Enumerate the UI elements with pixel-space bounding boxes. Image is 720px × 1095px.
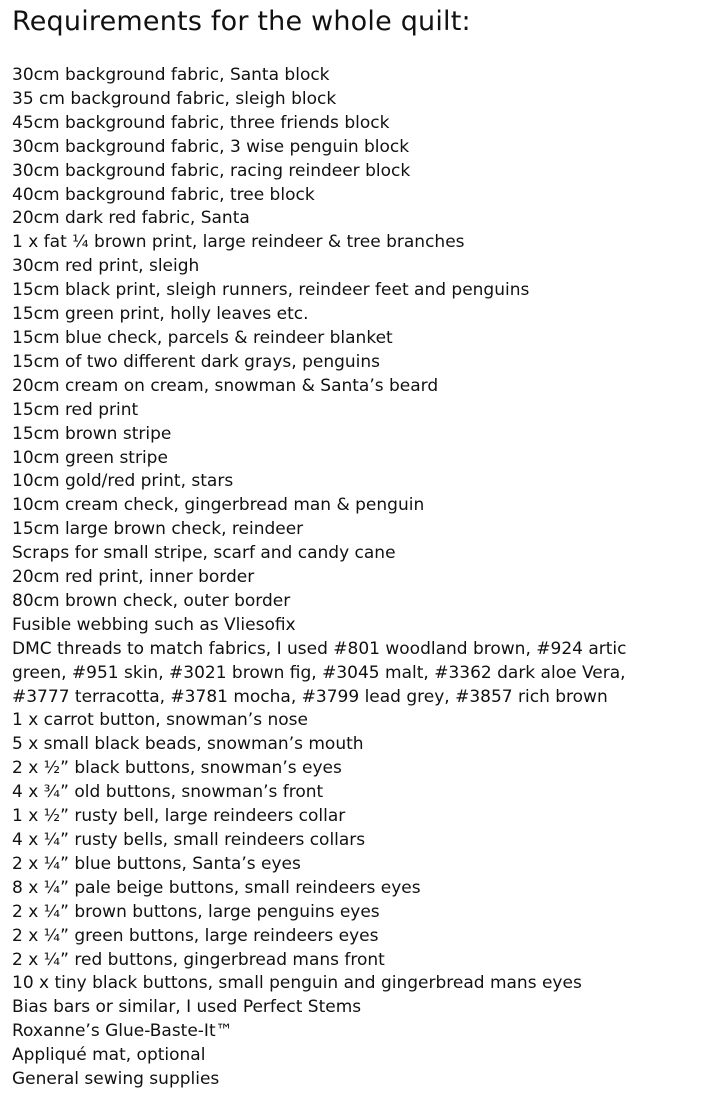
list-item: Bias bars or similar, I used Perfect Stems: [12, 997, 362, 1018]
list-item: 2 x ¼” blue buttons, Santa’s eyes: [12, 853, 301, 874]
list-item: 15cm of two different dark grays, penguins: [12, 351, 381, 372]
list-item: 1 x carrot button, snowman’s nose: [12, 710, 308, 731]
list-item: 15cm green print, holly leaves etc.: [12, 304, 309, 325]
list-item: 2 x ½” black buttons, snowman’s eyes: [12, 758, 342, 779]
list-item: General sewing supplies: [12, 1069, 220, 1090]
list-item: 40cm background fabric, tree block: [12, 184, 315, 205]
list-item: 15cm blue check, parcels & reindeer blanket: [12, 327, 393, 348]
list-item: 1 x fat ¼ brown print, large reindeer & tree branches: [12, 232, 465, 253]
requirements-list: [12, 64, 712, 1092]
list-item: 30cm background fabric, Santa block: [12, 65, 330, 85]
list-item: 80cm brown check, outer border: [12, 590, 291, 611]
list-item: Scraps for small stripe, scarf and candy cane: [12, 543, 396, 564]
list-item: 8 x ¼” pale beige buttons, small reindeers eyes: [12, 877, 421, 898]
list-item: 30cm background fabric, racing reindeer block: [12, 160, 411, 181]
list-item: 10cm gold/red print, stars: [12, 471, 234, 492]
list-item: 30cm red print, sleigh: [12, 256, 200, 277]
list-item: 5 x small black beads, snowman’s mouth: [12, 734, 364, 755]
list-item: 15cm red print: [12, 399, 139, 420]
list-item: 2 x ¼” brown buttons, large penguins eyes: [12, 901, 380, 922]
list-item: 15cm large brown check, reindeer: [12, 519, 304, 540]
list-item: Roxanne’s Glue-Baste-It™: [12, 1021, 233, 1042]
list-item: 20cm dark red fabric, Santa: [12, 208, 250, 229]
list-item: 10 x tiny black buttons, small penguin and gingerbread mans eyes: [12, 973, 582, 994]
list-item: 20cm cream on cream, snowman & Santa’s beard: [12, 375, 439, 396]
list-item: 35 cm background fabric, sleigh block: [12, 88, 337, 109]
list-item: 20cm red print, inner border: [12, 567, 255, 588]
list-item: 30cm background fabric, 3 wise penguin block: [12, 136, 410, 157]
list-item: #3777 terracotta, #3781 mocha, #3799 lead grey, #3857 rich brown: [12, 686, 608, 707]
list-item: 4 x ¾” old buttons, snowman’s front: [12, 782, 324, 803]
list-item: 4 x ¼” rusty bells, small reindeers collars: [12, 830, 366, 850]
list-item: 10cm green stripe: [12, 447, 168, 468]
list-item: 15cm brown stripe: [12, 423, 172, 444]
list-item: 15cm black print, sleigh runners, reindeer feet and penguins: [12, 280, 530, 301]
list-item: 45cm background fabric, three friends block: [12, 112, 390, 133]
list-item: 10cm cream check, gingerbread man & penguin: [12, 495, 425, 516]
page-title: Requirements for the whole quilt:: [12, 6, 471, 37]
list-item: 2 x ¼” green buttons, large reindeers eyes: [12, 925, 379, 946]
list-item: 1 x ½” rusty bell, large reindeers collar: [12, 806, 346, 827]
list-item: green, #951 skin, #3021 brown fig, #3045 malt, #3362 dark aloe Vera,: [12, 662, 626, 683]
list-item: Fusible webbing such as Vliesofix: [12, 614, 296, 635]
list-item: DMC threads to match fabrics, I used #801 woodland brown, #924 artic: [12, 638, 627, 659]
list-item: 2 x ¼” red buttons, gingerbread mans front: [12, 949, 385, 970]
list-item: Appliqué mat, optional: [12, 1045, 206, 1066]
